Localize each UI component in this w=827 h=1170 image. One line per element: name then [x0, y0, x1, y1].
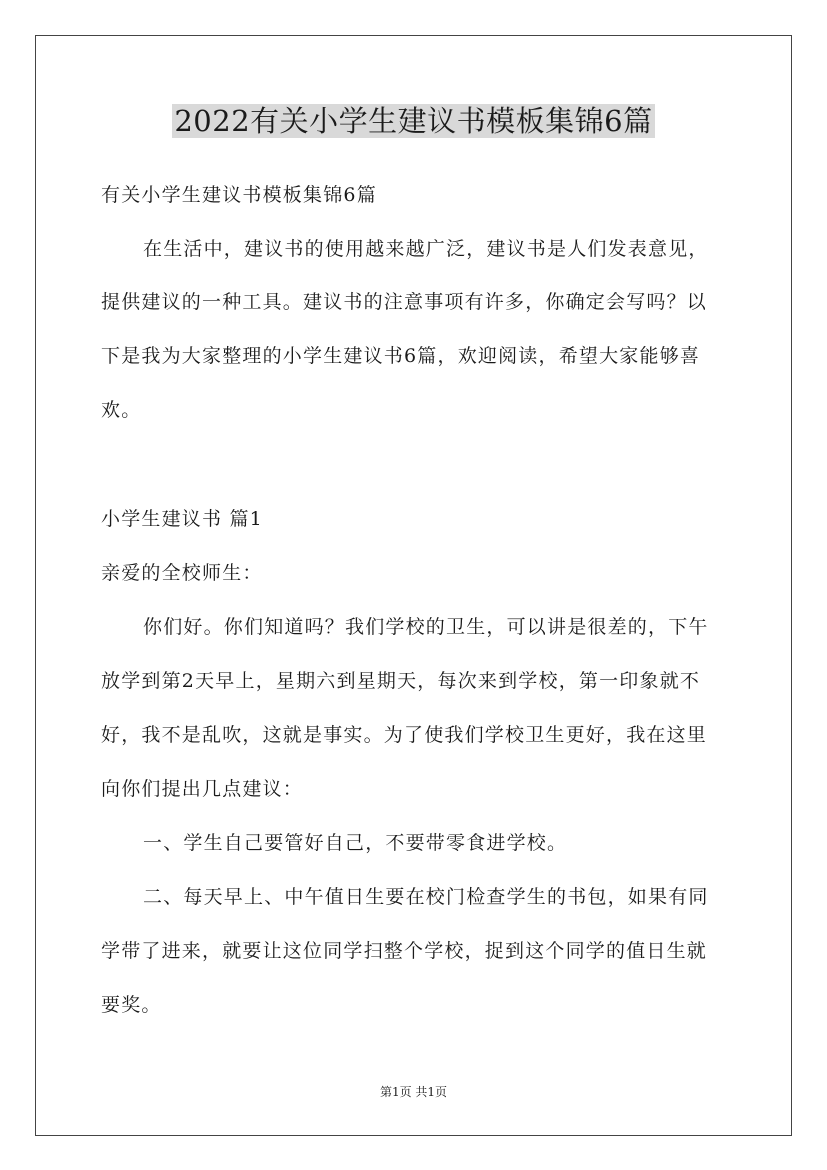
document-title: 2022有关小学生建议书模板集锦6篇	[174, 104, 653, 138]
page-footer: 第1页 共1页	[379, 1085, 448, 1099]
document-subtitle: 有关小学生建议书模板集锦6篇	[101, 184, 377, 206]
body-line-3: 好，我不是乱吹，这就是事实。为了使我们学校卫生更好，我在这里	[101, 724, 708, 746]
body-line-7: 学带了进来，就要让这位同学扫整个学校，捉到这个同学的值日生就	[101, 940, 708, 962]
intro-line-2: 提供建议的一种工具。建议书的注意事项有许多，你确定会写吗？以	[101, 291, 708, 313]
section-heading: 小学生建议书 篇1	[101, 508, 263, 530]
body-line-1: 你们好。你们知道吗？我们学校的卫生，可以讲是很差的，下午	[143, 616, 709, 638]
intro-line-1: 在生活中，建议书的使用越来越广泛，建议书是人们发表意见，	[143, 238, 709, 260]
body-line-5: 一、学生自己要管好自己，不要带零食进学校。	[143, 832, 568, 854]
intro-line-4: 欢。	[101, 399, 142, 421]
body-line-6: 二、每天早上、中午值日生要在校门检查学生的书包，如果有同	[143, 886, 709, 908]
intro-line-3: 下是我为大家整理的小学生建议书6篇，欢迎阅读，希望大家能够喜	[101, 345, 701, 367]
document-title-wrap	[0, 100, 827, 142]
body-line-8: 要奖。	[101, 994, 162, 1016]
body-line-4: 向你们提出几点建议：	[101, 778, 304, 800]
body-line-2: 放学到第2天早上，星期六到星期天，每次来到学校，第一印象就不	[101, 670, 701, 692]
salutation: 亲爱的全校师生：	[101, 562, 263, 584]
